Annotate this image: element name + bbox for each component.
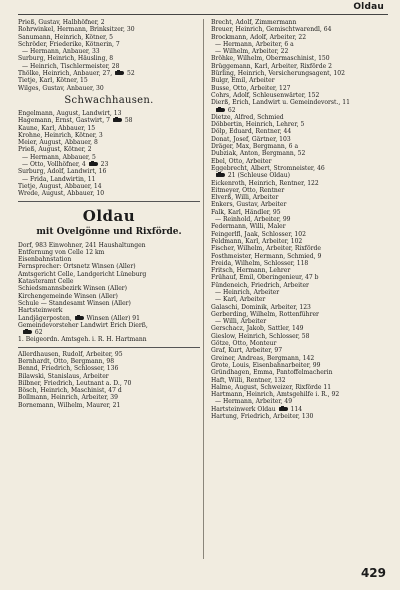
entry-text: Brockmann, Adolf, Arbeiter, 22 <box>211 33 307 41</box>
left-bottom-entries <box>18 351 200 409</box>
directory-entry <box>18 394 200 401</box>
directory-entry <box>211 136 393 143</box>
directory-entry <box>211 143 393 150</box>
entry-text: Fosthmeister, Hermann, Schmied, 9 <box>211 252 322 260</box>
phone-number: 62 <box>226 106 236 114</box>
entry-text: Fischer, Wilhelm, Arbeiter, Rixförde <box>211 245 321 253</box>
entry-text: Greiner, Andreas, Bergmann, 142 <box>211 354 315 362</box>
entry-text: Landjägerposten, <box>18 314 72 322</box>
directory-entry <box>211 55 393 62</box>
directory-entry <box>18 77 200 84</box>
schwachhausen-entries <box>18 110 200 198</box>
directory-entry <box>211 347 393 354</box>
directory-entry <box>211 260 393 267</box>
entry-text: Entfernung von Celle 12 km <box>18 248 105 256</box>
directory-entry <box>18 55 200 62</box>
directory-entry <box>18 125 200 132</box>
telephone-icon <box>113 118 122 122</box>
directory-entry <box>211 194 393 201</box>
entry-text: Gerschacz, Jakob, Sattler, 149 <box>211 325 304 333</box>
directory-entry <box>211 63 393 70</box>
directory-entry <box>211 114 393 121</box>
telephone-icon <box>279 407 288 411</box>
entry-text: Falk, Karl, Händler, 95 <box>211 208 281 216</box>
directory-entry <box>18 176 200 183</box>
entry-text: Dölp, Eduard, Rentner, 44 <box>211 128 292 136</box>
phone-number: 23 <box>98 161 109 169</box>
directory-entry <box>211 34 393 41</box>
entry-text: Ebel, Otto, Arbeiter <box>211 157 272 165</box>
phone-number: 52 <box>125 70 135 78</box>
entry-text: Dräger, Max, Bergmann, 6 a <box>211 143 299 151</box>
entry-text: Freida, Wilhelm, Schlosser, 118 <box>211 259 309 267</box>
directory-entry <box>18 322 200 329</box>
directory-entry <box>211 48 393 55</box>
directory-entry <box>211 311 393 318</box>
left-top-entries <box>18 19 200 92</box>
phone-number: 58 <box>122 117 133 125</box>
entry-text: Dorf, 983 Einwohner, 241 Haushaltungen <box>18 241 146 249</box>
entry-text: — Heinrich, Tischlermeister, 28 <box>22 62 120 70</box>
entry-text: Tietje, August, Abbauer, 14 <box>18 182 102 190</box>
entry-text: Gründhagen, Emma, Pantoffelmacherin <box>211 369 333 377</box>
directory-entry <box>211 187 393 194</box>
entry-text: — Willi, Arbeiter <box>215 318 267 326</box>
directory-entry <box>18 183 200 190</box>
right-column <box>211 19 393 420</box>
directory-entry <box>18 117 200 124</box>
directory-entry <box>211 231 393 238</box>
directory-entry <box>211 99 393 106</box>
entry-text: Bilawski, Stanislaus, Arbeiter <box>18 372 109 380</box>
directory-entry <box>211 274 393 281</box>
entry-text: Hartsteinwerk Oldau <box>211 405 276 413</box>
entry-text: — Hermann, Arbeiter, 49 <box>215 398 293 406</box>
directory-entry <box>211 406 393 413</box>
entry-text: — Otto, Vollhöfner, 4 <box>22 161 86 169</box>
entry-text: Federmann, Willi, Maler <box>211 223 286 231</box>
header-rule <box>18 14 388 15</box>
directory-entry <box>211 318 393 325</box>
entry-text: Götze, Otto, Monteur <box>211 340 277 348</box>
directory-entry <box>211 92 393 99</box>
directory-entry <box>211 391 393 398</box>
directory-entry <box>18 48 200 55</box>
entry-text: Eitmeyer, Otto, Rentner <box>211 186 285 194</box>
entry-text: Kaune, Karl, Abbauer, 15 <box>18 124 96 132</box>
entry-text: Tietje, Karl, Kötner, 15 <box>18 77 88 85</box>
entry-text: Prieß, Gustav, Halbhöfner, 2 <box>18 19 105 26</box>
entry-text: — Heinrich, Arbeiter <box>215 288 280 296</box>
entry-text: Dierß, Erich, Landwirt u. Gemeindevorst., 11 <box>211 99 350 107</box>
entry-text: Cohrs, Adolf, Schleusenwärter, 152 <box>211 91 320 99</box>
phone-number: 21 (Schleuse Oldau) <box>226 172 290 180</box>
entry-text: Gemeindevorsteher Landwirt Erich Dierß, <box>18 321 148 329</box>
entry-text: Amtsgericht Celle, Landgericht Lüneburg <box>18 270 147 278</box>
section-title-schwachhausen: Schwachhausen. <box>64 94 154 106</box>
directory-entry <box>18 154 200 161</box>
directory-entry <box>211 355 393 362</box>
directory-entry <box>211 369 393 376</box>
directory-entry <box>18 34 200 41</box>
directory-entry <box>211 245 393 252</box>
column-divider <box>203 19 204 559</box>
directory-entry <box>18 256 200 263</box>
entry-text: Döbbertin, Heinrich, Lehrer, 5 <box>211 121 305 129</box>
directory-entry <box>211 340 393 347</box>
directory-entry <box>211 180 393 187</box>
directory-entry <box>18 278 200 285</box>
directory-entry <box>18 329 200 336</box>
section-rule <box>18 201 200 202</box>
directory-entry <box>211 201 393 208</box>
directory-entry <box>18 190 200 197</box>
entry-text: Rohrwinkel, Hermann, Brinksitzer, 30 <box>18 26 135 34</box>
entry-text: Bröhke, Wilhelm, Obermaschinist, 150 <box>211 55 330 63</box>
entry-text: Bollmann, Heinrich, Arbeiter, 39 <box>18 394 118 402</box>
entry-text: Hartung, Friedrich, Arbeiter, 130 <box>211 413 314 421</box>
entry-text: Hartmann, Heinrich, Amtsgehilfe i. R., 92 <box>211 391 340 399</box>
directory-entry <box>211 70 393 77</box>
directory-entry <box>18 41 200 48</box>
entry-text: Wrede, August, Abbauer, 10 <box>18 190 105 198</box>
entry-text: Katasteramt Celle <box>18 278 74 286</box>
entry-text: Haft, Willi, Rentner, 132 <box>211 376 286 384</box>
entry-text: Schiedsmannsbezirk Winsen (Aller) <box>18 285 128 293</box>
directory-entry <box>211 19 393 26</box>
directory-entry <box>18 358 200 365</box>
entry-text: — Hermann, Anbauer, 33 <box>22 48 100 56</box>
directory-entry <box>211 209 393 216</box>
entry-text: Surburg, Heinrich, Häusling, 8 <box>18 55 114 63</box>
entry-text: Fritsch, Hermann, Lehrer <box>211 267 291 275</box>
entry-text: Halme, August, Schweizer, Rixförde 11 <box>211 383 332 391</box>
place-info <box>18 242 200 344</box>
directory-entry <box>211 362 393 369</box>
directory-entry <box>211 377 393 384</box>
entry-text: Gerberding, Wilhelm, Rottenführer <box>211 310 319 318</box>
entry-text: Hartsteinwerk <box>18 307 63 315</box>
directory-entry <box>18 271 200 278</box>
directory-entry <box>18 110 200 117</box>
directory-entry <box>211 253 393 260</box>
directory-entry <box>18 307 200 314</box>
directory-entry <box>211 304 393 311</box>
entry-text: Schule — Standesamt Winsen (Aller) <box>18 299 131 307</box>
directory-entry <box>18 26 200 33</box>
entry-text: Thölke, Heinrich, Anbauer, 27, <box>18 70 113 78</box>
directory-entry <box>18 63 200 70</box>
entry-text: — Reinhold, Arbeiter, 99 <box>215 216 291 224</box>
entry-text: Breuer, Heinrich, Gemischtwarendl, 64 <box>211 26 332 34</box>
directory-entry <box>211 223 393 230</box>
entry-text: Bennd, Friedrich, Schlosser, 136 <box>18 365 119 373</box>
entry-text: Meier, August, Abbauer, 8 <box>18 139 98 147</box>
telephone-icon <box>216 173 225 177</box>
entry-text: Brüggemann, Karl, Arbeiter, Rixförde 2 <box>211 62 332 70</box>
directory-entry <box>18 263 200 270</box>
place-title: Oldau <box>82 206 136 225</box>
directory-entry <box>18 85 200 92</box>
entry-text: Frühauf, Emil, Oberingenieur, 47 b <box>211 274 319 282</box>
directory-entry <box>211 325 393 332</box>
entry-text: Prieß, August, Kötner, 2 <box>18 146 92 154</box>
directory-entry <box>18 161 200 168</box>
place-subtitle: mit Ovelgönne und Rixförde. <box>36 226 182 237</box>
directory-entry <box>18 300 200 307</box>
entry-text: Feldmann, Karl, Arbeiter, 102 <box>211 237 303 245</box>
directory-entry <box>18 365 200 372</box>
entry-text: Feingerlfl, Jaak, Schlosser, 102 <box>211 230 306 238</box>
entry-text: 1. Beigeordn. Amtsgeh. i. R. H. Hartmann <box>18 336 147 344</box>
directory-entry <box>211 384 393 391</box>
directory-entry <box>211 158 393 165</box>
entry-text: Eggebrecht, Albert, Stromneister, 46 <box>211 164 325 172</box>
entry-text: Allerdhausen, Rudolf, Arbeiter, 95 <box>18 350 123 358</box>
directory-entry <box>211 26 393 33</box>
phone-number: 114 <box>288 405 303 413</box>
info-rule <box>18 347 200 348</box>
directory-entry <box>211 165 393 172</box>
entry-text: Sanumann, Heinrich, Kötner, 5 <box>18 33 113 41</box>
directory-entry <box>18 380 200 387</box>
directory-entry <box>211 238 393 245</box>
directory-entry <box>211 128 393 135</box>
directory-entry <box>211 398 393 405</box>
phone-number: 62 <box>33 329 43 337</box>
entry-text: — Hermann, Arbeiter, 6 a <box>215 40 294 48</box>
directory-entry <box>211 172 393 179</box>
entry-text: Krohne, Heinrich, Kötner, 3 <box>18 131 103 139</box>
directory-entry <box>18 315 200 322</box>
entry-text: Wilges, Gustav, Anbauer, 30 <box>18 84 104 92</box>
entry-text: Gieslow, Heinrich, Schlosser, 58 <box>211 332 310 340</box>
entry-text: — Wilhelm, Arbeiter, 22 <box>215 48 289 56</box>
directory-entry <box>211 150 393 157</box>
entry-text: Bernhardt, Otto, Bergmann, 98 <box>18 357 115 365</box>
directory-entry <box>18 387 200 394</box>
entry-text: Fernsprecher: Ortsnetz Winsen (Aller) <box>18 263 136 271</box>
entry-text: Dubziak, Anton, Bergmann, 52 <box>211 150 306 158</box>
telephone-icon <box>75 316 84 320</box>
entry-text: — Frida, Landwirtin, 11 <box>22 175 96 183</box>
directory-entry <box>18 70 200 77</box>
entry-text: Eisenbahnstation <box>18 256 72 264</box>
entry-text: — Hermann, Abbauer, 5 <box>22 153 96 161</box>
entry-text: — Karl, Arbeiter <box>215 296 266 304</box>
directory-entry <box>18 139 200 146</box>
entry-text: Bulgr, Emil, Arbeiter <box>211 77 275 85</box>
telephone-icon <box>216 108 225 112</box>
right-entries <box>211 19 393 420</box>
entry-text: Dietze, Alfred, Schmied <box>211 113 284 121</box>
entry-text: Bornemann, Wilhelm, Maurer, 21 <box>18 401 121 409</box>
directory-entry <box>211 41 393 48</box>
directory-entry <box>18 242 200 249</box>
entry-text: Fündeneich, Friedrich, Arbeiter <box>211 281 309 289</box>
running-head: Oldau <box>353 2 384 12</box>
directory-entry <box>18 402 200 409</box>
phone-number: Winsen (Aller) 91 <box>84 314 140 322</box>
directory-entry <box>211 216 393 223</box>
directory-entry <box>18 351 200 358</box>
entry-text: Brecht, Adolf, Zimmermann <box>211 19 297 26</box>
entry-text: Schröder, Friederike, Kötnerin, 7 <box>18 40 120 48</box>
directory-entry <box>211 77 393 84</box>
directory-entry <box>18 336 200 343</box>
page-number: 429 <box>360 566 386 580</box>
telephone-icon <box>23 330 32 334</box>
directory-entry <box>18 19 200 26</box>
entry-text: Bürling, Heinrich, Versicherungsagent, 102 <box>211 70 345 78</box>
left-column <box>18 19 200 409</box>
directory-entry <box>211 333 393 340</box>
directory-entry <box>211 121 393 128</box>
entry-text: Bösch, Heinrich, Maschinist, 47 d <box>18 387 122 395</box>
directory-entry <box>211 85 393 92</box>
telephone-icon <box>89 162 98 166</box>
entry-text: Donat, Josef, Gärtner, 103 <box>211 135 291 143</box>
directory-entry <box>18 168 200 175</box>
directory-entry <box>18 249 200 256</box>
directory-entry <box>18 373 200 380</box>
entry-text: Eickenroth, Heinrich, Rentner, 122 <box>211 179 319 187</box>
directory-entry <box>211 413 393 420</box>
directory-entry <box>211 107 393 114</box>
entry-text: Grote, Louis, Eisenbahnarbeiter, 99 <box>211 361 321 369</box>
telephone-icon <box>115 71 124 75</box>
entry-text: Surburg, Adolf, Landwirt, 16 <box>18 168 107 176</box>
directory-entry <box>211 282 393 289</box>
entry-text: Elverß, Willi, Arbeiter <box>211 194 279 202</box>
directory-entry <box>18 293 200 300</box>
directory-entry <box>211 267 393 274</box>
directory-entry <box>211 296 393 303</box>
directory-entry <box>18 285 200 292</box>
entry-text: Graf, Kurt, Arbeiter, 97 <box>211 347 283 355</box>
entry-text: Hagemann, Ernst, Gastwirt, 7 <box>18 117 110 125</box>
entry-text: Enkers, Gustav, Arbeiter <box>211 201 287 209</box>
directory-entry <box>18 132 200 139</box>
entry-text: Engelmann, August, Landwirt, 13 <box>18 109 122 117</box>
entry-text: Busse, Otto, Arbeiter, 127 <box>211 84 291 92</box>
entry-text: Kirchengemeinde Winsen (Aller) <box>18 292 118 300</box>
entry-text: Bilbner, Friedrich, Leutnant a. D., 70 <box>18 379 132 387</box>
entry-text: Galaschi, Dominik, Arbeiter, 123 <box>211 303 311 311</box>
directory-entry <box>18 146 200 153</box>
directory-entry <box>211 289 393 296</box>
